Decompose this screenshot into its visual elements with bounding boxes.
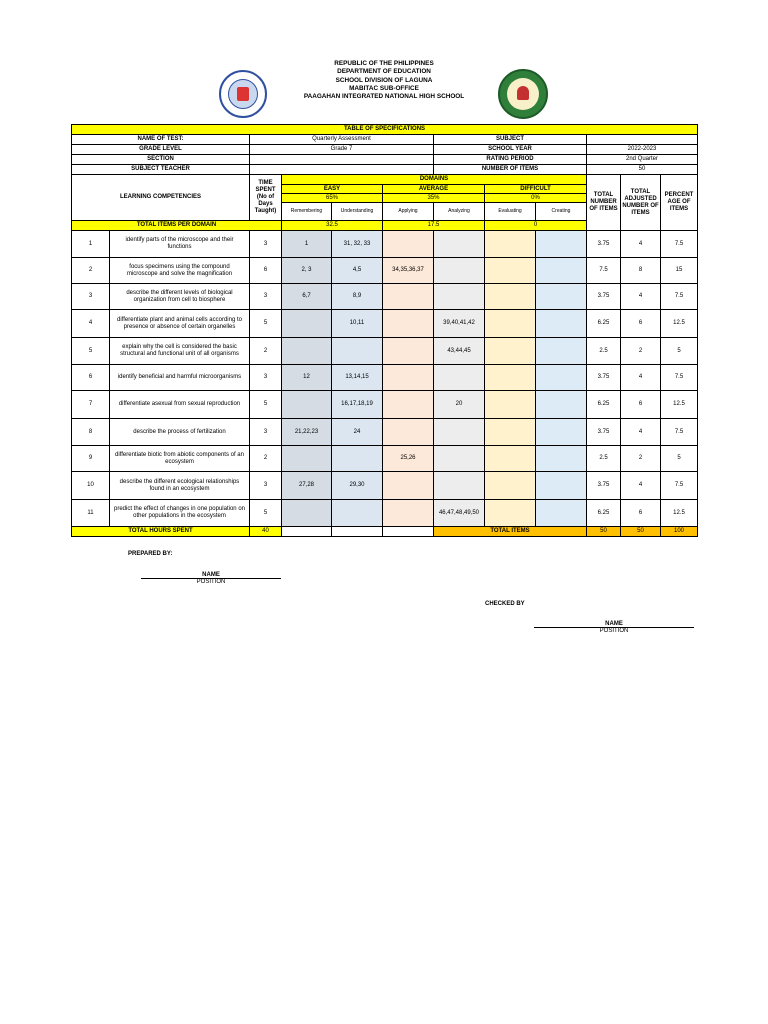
total-items: 3.75 xyxy=(587,419,621,446)
grade-level-value: Grade 7 xyxy=(250,145,434,155)
time-spent: 3 xyxy=(250,472,282,500)
row-number: 2 xyxy=(72,258,110,284)
table-row xyxy=(72,231,698,258)
table-title: TABLE OF SPECIFICATIONS xyxy=(72,125,698,135)
total-items: 6.25 xyxy=(587,391,621,419)
rating-period-value: 2nd Quarter xyxy=(587,155,698,165)
applying-items xyxy=(383,472,434,500)
difficult-header: DIFFICULT xyxy=(485,185,587,194)
analyzing-items xyxy=(434,284,485,310)
rating-period-label: RATING PERIOD xyxy=(434,155,587,165)
table-row xyxy=(72,500,698,527)
evaluating-items xyxy=(485,231,536,258)
school-year-label: SCHOOL YEAR xyxy=(434,145,587,155)
total-items: 7.5 xyxy=(587,258,621,284)
row-number: 1 xyxy=(72,231,110,258)
row-number: 10 xyxy=(72,472,110,500)
adjusted-items: 4 xyxy=(621,365,661,391)
number-of-items-value: 50 xyxy=(587,165,698,175)
competency-text: explain why the cell is considered the basic structural and functional unit of all organisms xyxy=(110,338,250,365)
competency-text: identify parts of the microscope and their functions xyxy=(110,231,250,258)
remembering-items xyxy=(282,338,332,365)
row-number: 3 xyxy=(72,284,110,310)
percentage: 12.5 xyxy=(661,500,698,527)
creating-items xyxy=(536,310,587,338)
section-label: SECTION xyxy=(72,155,250,165)
applying-items: 34,35,36,37 xyxy=(383,258,434,284)
applying-header: Applying xyxy=(383,203,434,221)
prepared-by-label: PREPARED BY: xyxy=(128,551,173,557)
total-percent-value: 100 xyxy=(661,527,698,537)
time-spent-header: TIME SPENT (No of Days Taught) xyxy=(250,175,282,221)
understanding-items: 24 xyxy=(332,419,383,446)
header-text xyxy=(234,60,534,101)
adjusted-items: 4 xyxy=(621,419,661,446)
remembering-items xyxy=(282,500,332,527)
competency-text: focus specimens using the compound microscope and solve the magnification xyxy=(110,258,250,284)
understanding-items: 8,9 xyxy=(332,284,383,310)
competency-text: describe the process of fertilization xyxy=(110,419,250,446)
evaluating-header: Evaluating xyxy=(485,203,536,221)
creating-items xyxy=(536,365,587,391)
creating-items xyxy=(536,419,587,446)
easy-total: 32.5 xyxy=(282,221,383,231)
competency-text: identify beneficial and harmful microorganisms xyxy=(110,365,250,391)
name-of-test-value: Quarterly Assessment xyxy=(250,135,434,145)
analyzing-header: Analyzing xyxy=(434,203,485,221)
time-spent: 6 xyxy=(250,258,282,284)
prepared-position: POSITION xyxy=(196,579,226,585)
percentage: 5 xyxy=(661,338,698,365)
time-spent: 2 xyxy=(250,446,282,472)
time-spent: 5 xyxy=(250,500,282,527)
understanding-items xyxy=(332,446,383,472)
creating-items xyxy=(536,258,587,284)
applying-items xyxy=(383,310,434,338)
header-line: DEPARTMENT OF EDUCATION xyxy=(337,68,431,76)
creating-items xyxy=(536,500,587,527)
applying-items xyxy=(383,231,434,258)
understanding-header: Understanding xyxy=(332,203,383,221)
evaluating-items xyxy=(485,446,536,472)
total-items: 2.5 xyxy=(587,446,621,472)
adjusted-items: 4 xyxy=(621,472,661,500)
competency-text: differentiate asexual from sexual reproduction xyxy=(110,391,250,419)
understanding-items: 4,5 xyxy=(332,258,383,284)
competency-text: differentiate biotic from abiotic components of an ecosystem xyxy=(110,446,250,472)
total-hours-value: 40 xyxy=(250,527,282,537)
checked-position: POSITION xyxy=(599,628,629,634)
percentage: 5 xyxy=(661,446,698,472)
percentage: 7.5 xyxy=(661,365,698,391)
header-line: MABITAC SUB-OFFICE xyxy=(349,84,419,92)
analyzing-items: 20 xyxy=(434,391,485,419)
remembering-items: 21,22,23 xyxy=(282,419,332,446)
total-items-label: TOTAL ITEMS xyxy=(434,527,587,537)
remembering-items xyxy=(282,310,332,338)
evaluating-items xyxy=(485,472,536,500)
understanding-items: 31, 32, 33 xyxy=(332,231,383,258)
analyzing-items xyxy=(434,365,485,391)
percentage: 7.5 xyxy=(661,284,698,310)
time-spent: 3 xyxy=(250,231,282,258)
name-of-test-label: NAME OF TEST: xyxy=(72,135,250,145)
footer-blank xyxy=(282,527,332,537)
adjusted-items: 2 xyxy=(621,446,661,472)
applying-items xyxy=(383,284,434,310)
percentage: 7.5 xyxy=(661,472,698,500)
analyzing-items xyxy=(434,472,485,500)
analyzing-items xyxy=(434,258,485,284)
adjusted-items: 2 xyxy=(621,338,661,365)
header-line: PAAGAHAN INTEGRATED NATIONAL HIGH SCHOOL xyxy=(303,93,465,101)
percentage: 12.5 xyxy=(661,310,698,338)
understanding-items: 10,11 xyxy=(332,310,383,338)
row-number: 4 xyxy=(72,310,110,338)
adjusted-items: 6 xyxy=(621,391,661,419)
difficult-percent: 0% xyxy=(485,194,587,203)
average-percent: 35% xyxy=(383,194,485,203)
analyzing-items: 43,44,45 xyxy=(434,338,485,365)
understanding-items xyxy=(332,500,383,527)
table-row xyxy=(72,472,698,500)
easy-header: EASY xyxy=(282,185,383,194)
checked-by-label: CHECKED BY xyxy=(485,601,525,607)
time-spent: 5 xyxy=(250,391,282,419)
row-number: 6 xyxy=(72,365,110,391)
evaluating-items xyxy=(485,284,536,310)
row-number: 8 xyxy=(72,419,110,446)
table-row xyxy=(72,338,698,365)
applying-items: 25,26 xyxy=(383,446,434,472)
percentage: 7.5 xyxy=(661,419,698,446)
evaluating-items xyxy=(485,338,536,365)
evaluating-items xyxy=(485,391,536,419)
total-items-header: TOTAL NUMBER OF ITEMS xyxy=(587,175,621,231)
table-row xyxy=(72,391,698,419)
percentage: 7.5 xyxy=(661,231,698,258)
grade-level-label: GRADE LEVEL xyxy=(72,145,250,155)
total-adjusted-header: TOTAL ADJUSTED NUMBER OF ITEMS xyxy=(621,175,661,231)
prepared-name: NAME xyxy=(202,572,220,578)
adjusted-items: 8 xyxy=(621,258,661,284)
creating-items xyxy=(536,284,587,310)
remembering-items: 1 xyxy=(282,231,332,258)
evaluating-items xyxy=(485,310,536,338)
time-spent: 5 xyxy=(250,310,282,338)
average-header: AVERAGE xyxy=(383,185,485,194)
total-adjusted-value: 50 xyxy=(621,527,661,537)
subject-value xyxy=(587,135,698,145)
adjusted-items: 6 xyxy=(621,310,661,338)
table-row xyxy=(72,419,698,446)
adjusted-items: 4 xyxy=(621,284,661,310)
total-items: 3.75 xyxy=(587,472,621,500)
percentage: 12.5 xyxy=(661,391,698,419)
applying-items xyxy=(383,419,434,446)
footer-blank xyxy=(383,527,434,537)
average-total: 17.5 xyxy=(383,221,485,231)
table-row xyxy=(72,446,698,472)
easy-percent: 65% xyxy=(282,194,383,203)
total-items: 6.25 xyxy=(587,500,621,527)
creating-header: Creating xyxy=(536,203,587,221)
subject-label: SUBJECT xyxy=(434,135,587,145)
time-spent: 2 xyxy=(250,338,282,365)
analyzing-items xyxy=(434,419,485,446)
time-spent: 3 xyxy=(250,284,282,310)
row-number: 7 xyxy=(72,391,110,419)
evaluating-items xyxy=(485,258,536,284)
table-row xyxy=(72,365,698,391)
remembering-items: 6,7 xyxy=(282,284,332,310)
total-items: 3.75 xyxy=(587,284,621,310)
time-spent: 3 xyxy=(250,365,282,391)
remembering-items: 27,28 xyxy=(282,472,332,500)
total-items: 3.75 xyxy=(587,231,621,258)
competency-text: describe the different ecological relationships found in an ecosystem xyxy=(110,472,250,500)
subject-teacher-value xyxy=(250,165,434,175)
footer-blank xyxy=(332,527,383,537)
total-items: 6.25 xyxy=(587,310,621,338)
header-line: REPUBLIC OF THE PHILIPPINES xyxy=(334,60,434,67)
creating-items xyxy=(536,338,587,365)
table-row xyxy=(72,284,698,310)
analyzing-items xyxy=(434,446,485,472)
difficult-total: 0 xyxy=(485,221,587,231)
applying-items xyxy=(383,500,434,527)
row-number: 9 xyxy=(72,446,110,472)
row-number: 11 xyxy=(72,500,110,527)
adjusted-items: 4 xyxy=(621,231,661,258)
school-seal-icon xyxy=(498,69,548,119)
learning-competencies-header: LEARNING COMPETENCIES xyxy=(72,175,250,221)
applying-items xyxy=(383,365,434,391)
analyzing-items xyxy=(434,231,485,258)
creating-items xyxy=(536,231,587,258)
percentage: 15 xyxy=(661,258,698,284)
number-of-items-label: NUMBER OF ITEMS xyxy=(434,165,587,175)
analyzing-items: 39,40,41,42 xyxy=(434,310,485,338)
applying-items xyxy=(383,391,434,419)
understanding-items: 16,17,18,19 xyxy=(332,391,383,419)
competency-text: describe the different levels of biological organization from cell to biosphere xyxy=(110,284,250,310)
prepared-signature-block xyxy=(141,572,281,585)
domains-header: DOMAINS xyxy=(282,175,587,185)
remembering-items: 12 xyxy=(282,365,332,391)
checked-signature-block xyxy=(534,621,694,634)
section-value xyxy=(250,155,434,165)
creating-items xyxy=(536,391,587,419)
remembering-items: 2, 3 xyxy=(282,258,332,284)
evaluating-items xyxy=(485,500,536,527)
table-row xyxy=(72,310,698,338)
adjusted-items: 6 xyxy=(621,500,661,527)
evaluating-items xyxy=(485,365,536,391)
applying-items xyxy=(383,338,434,365)
subject-teacher-label: SUBJECT TEACHER xyxy=(72,165,250,175)
header-line: SCHOOL DIVISION OF LAGUNA xyxy=(335,76,433,84)
remembering-items xyxy=(282,391,332,419)
total-items-per-domain-label: TOTAL ITEMS PER DOMAIN xyxy=(72,221,282,231)
percentage-header: PERCENT AGE OF ITEMS xyxy=(661,175,698,231)
total-items: 2.5 xyxy=(587,338,621,365)
checked-name: NAME xyxy=(605,621,623,627)
row-number: 5 xyxy=(72,338,110,365)
competency-text: differentiate plant and animal cells according to presence or absence of certain organelles xyxy=(110,310,250,338)
evaluating-items xyxy=(485,419,536,446)
creating-items xyxy=(536,472,587,500)
document-header xyxy=(0,60,768,120)
understanding-items: 13,14,15 xyxy=(332,365,383,391)
total-items-value: 50 xyxy=(587,527,621,537)
understanding-items xyxy=(332,338,383,365)
understanding-items: 29,30 xyxy=(332,472,383,500)
school-year-value: 2022-2023 xyxy=(587,145,698,155)
creating-items xyxy=(536,446,587,472)
remembering-items xyxy=(282,446,332,472)
time-spent: 3 xyxy=(250,419,282,446)
total-items: 3.75 xyxy=(587,365,621,391)
remembering-header: Remembering xyxy=(282,203,332,221)
competency-text: predict the effect of changes in one population on other populations in the ecosystem xyxy=(110,500,250,527)
table-row xyxy=(72,258,698,284)
analyzing-items: 46,47,48,49,50 xyxy=(434,500,485,527)
table-of-specifications xyxy=(71,124,698,537)
total-hours-label: TOTAL HOURS SPENT xyxy=(72,527,250,537)
